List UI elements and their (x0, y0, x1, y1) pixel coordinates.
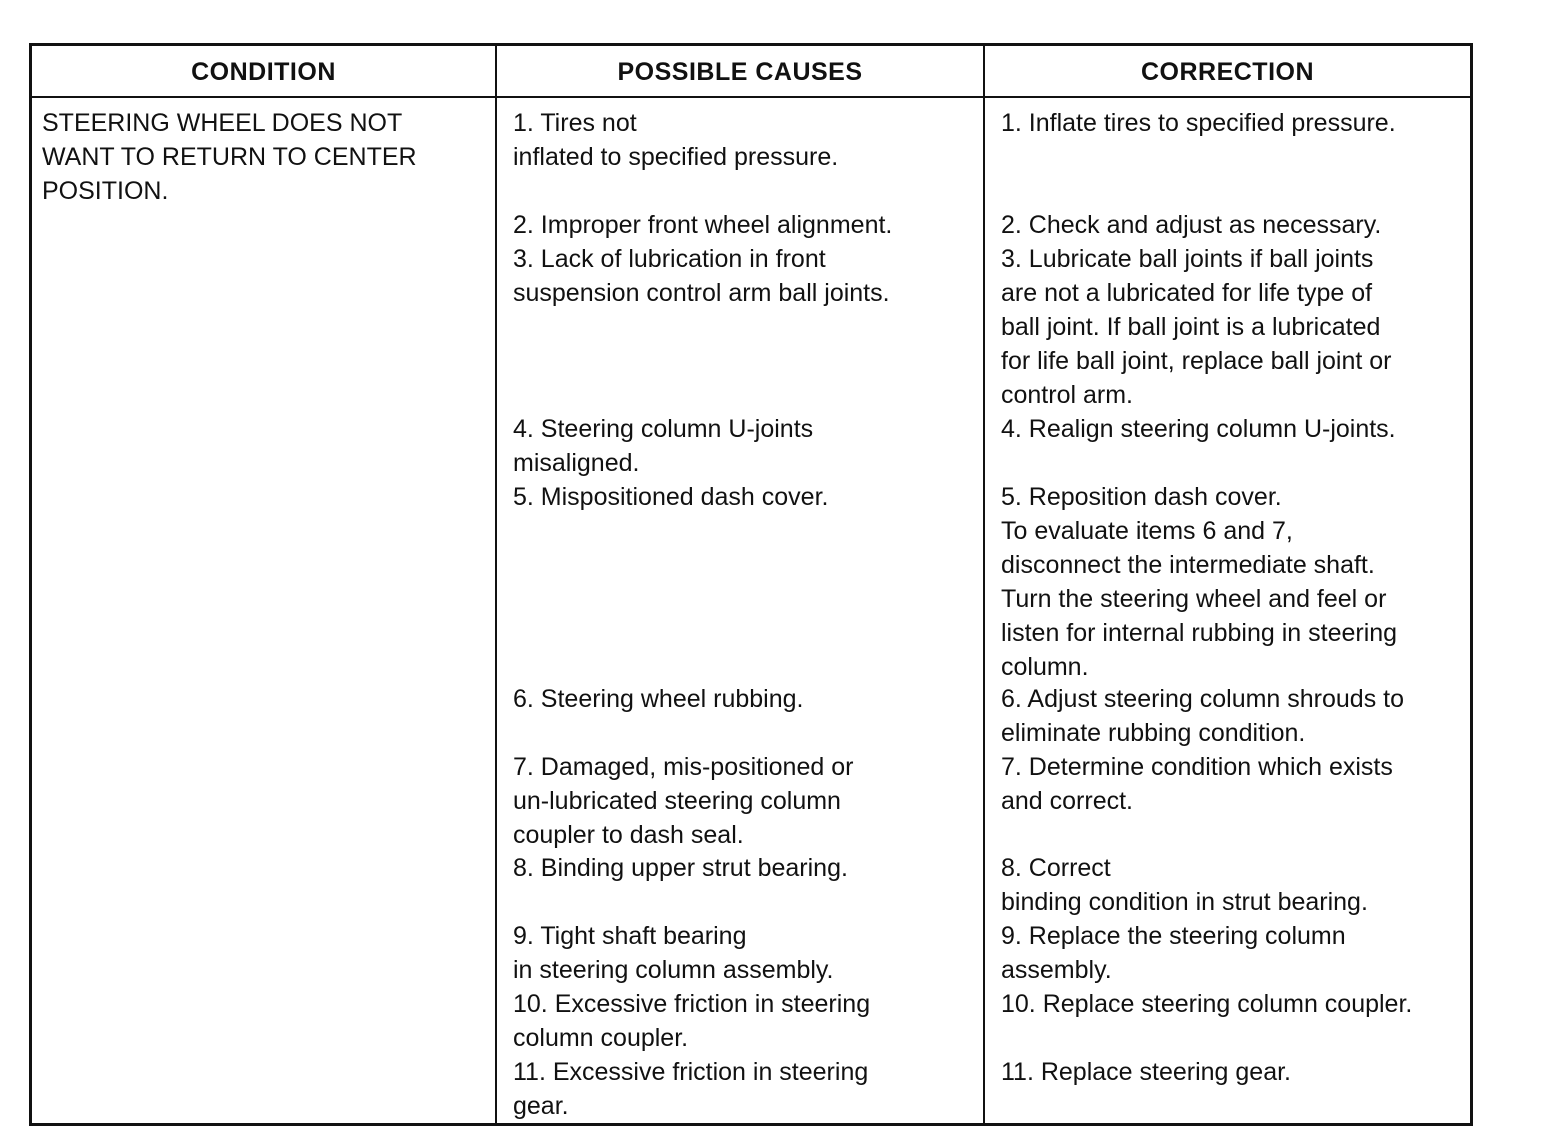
correction-line: 6. Adjust steering column shrouds to (1001, 685, 1405, 713)
correction-line: control arm. (1001, 381, 1133, 409)
correction-item-11 (1001, 1055, 1291, 1089)
correction-item-3 (1001, 242, 1391, 412)
correction-line: To evaluate items 6 and 7, (1001, 517, 1293, 545)
cause-line: 5. Mispositioned dash cover. (513, 483, 829, 511)
correction-line: 3. Lubricate ball joints if ball joints (1001, 245, 1374, 273)
cause-line: 1. Tires not (513, 109, 637, 137)
correction-line: for life ball joint, replace ball joint or (1001, 347, 1392, 375)
correction-line: 8. Correct (1001, 854, 1111, 882)
correction-line: 9. Replace the steering column (1001, 922, 1346, 950)
column-divider (983, 46, 985, 1123)
cause-line: 11. Excessive friction in steering (513, 1058, 869, 1086)
correction-line: 4. Realign steering column U-joints. (1001, 415, 1396, 443)
cause-line: 10. Excessive friction in steering (513, 990, 871, 1018)
correction-line: 7. Determine condition which exists (1001, 753, 1393, 781)
correction-item-5 (1001, 480, 1397, 684)
cause-line: un-lubricated steering column (513, 787, 841, 815)
correction-line: are not a lubricated for life type of (1001, 279, 1373, 307)
cause-line: misaligned. (513, 449, 640, 477)
cause-line: 7. Damaged, mis-positioned or (513, 753, 854, 781)
correction-line: assembly. (1001, 956, 1112, 984)
correction-item-10 (1001, 987, 1412, 1021)
cause-line: 4. Steering column U-joints (513, 415, 814, 443)
cause-item-9 (513, 919, 834, 987)
correction-line: ball joint. If ball joint is a lubricated (1001, 313, 1381, 341)
condition-line: WANT TO RETURN TO CENTER (42, 143, 417, 171)
correction-line: disconnect the intermediate shaft. (1001, 551, 1375, 579)
condition-line: POSITION. (42, 177, 169, 205)
header-divider (32, 96, 1470, 98)
cause-line: 3. Lack of lubrication in front (513, 245, 826, 273)
header-possible-causes: POSSIBLE CAUSES (617, 58, 863, 86)
cause-line: suspension control arm ball joints. (513, 279, 890, 307)
cause-line: inflated to specified pressure. (513, 143, 839, 171)
diagnosis-table (29, 43, 1473, 1126)
correction-line: and correct. (1001, 787, 1134, 815)
correction-line: listen for internal rubbing in steering (1001, 619, 1398, 647)
correction-line: 2. Check and adjust as necessary. (1001, 211, 1382, 239)
condition-line: STEERING WHEEL DOES NOT (42, 109, 403, 137)
correction-item-2 (1001, 208, 1381, 242)
cause-line: gear. (513, 1092, 569, 1120)
cause-item-2 (513, 208, 892, 242)
cause-item-6 (513, 682, 803, 716)
cause-item-3 (513, 242, 890, 310)
correction-line: Turn the steering wheel and feel or (1001, 585, 1387, 613)
correction-item-1 (1001, 106, 1396, 140)
correction-line: column. (1001, 653, 1089, 681)
cause-line: 2. Improper front wheel alignment. (513, 211, 893, 239)
header-correction: CORRECTION (1140, 58, 1315, 86)
correction-item-4 (1001, 412, 1396, 446)
condition-cell (42, 106, 417, 208)
correction-item-9 (1001, 919, 1346, 987)
correction-item-7 (1001, 750, 1393, 818)
cause-item-1 (513, 106, 838, 174)
correction-line: eliminate rubbing condition. (1001, 719, 1306, 747)
cause-item-7 (513, 750, 853, 852)
header-condition: CONDITION (191, 58, 336, 86)
cause-item-8 (513, 851, 848, 885)
cause-line: column coupler. (513, 1024, 689, 1052)
cause-line: 9. Tight shaft bearing (513, 922, 747, 950)
correction-line: binding condition in strut bearing. (1001, 888, 1368, 916)
cause-item-5 (513, 480, 828, 514)
cause-item-4 (513, 412, 813, 480)
correction-item-6 (1001, 682, 1404, 750)
correction-line: 1. Inflate tires to specified pressure. (1001, 109, 1396, 137)
column-divider (495, 46, 497, 1123)
cause-line: 6. Steering wheel rubbing. (513, 685, 804, 713)
cause-line: in steering column assembly. (513, 956, 834, 984)
correction-line: 5. Reposition dash cover. (1001, 483, 1282, 511)
cause-line: 8. Binding upper strut bearing. (513, 854, 848, 882)
cause-item-10 (513, 987, 870, 1055)
correction-line: 10. Replace steering column coupler. (1001, 990, 1413, 1018)
cause-item-11 (513, 1055, 868, 1123)
cause-line: coupler to dash seal. (513, 821, 744, 849)
correction-line: 11. Replace steering gear. (1001, 1058, 1292, 1086)
correction-item-8 (1001, 851, 1368, 919)
